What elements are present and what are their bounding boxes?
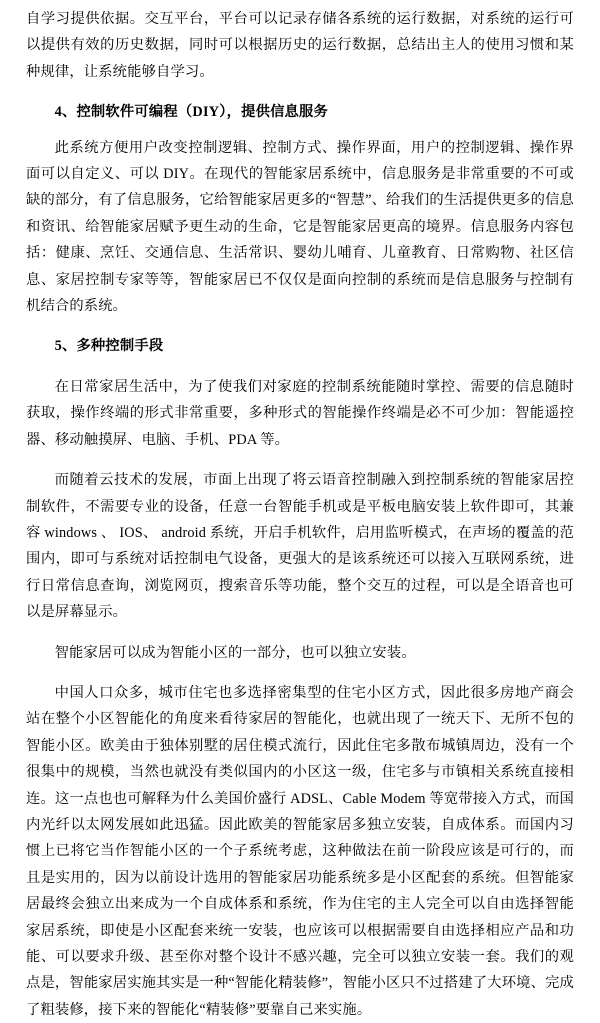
section-heading-5: 5、多种控制手段	[54, 338, 164, 355]
paragraph-cloud-voice-control: 而随着云技术的发展，市面上出现了将云语音控制融入到控制系统的智能家居控制软件，不需要专业的设备，任意一台智能手机或是平板电脑安装上软件即可，其兼容 windows 、 IOS、 android 系统，开启手机软件，启用监听模式，在声场的覆盖的范围内，即可与系统对话控制电气设备，更强大的是该系统还可以接入互联网系统，进行日常信息查询，浏览网页，搜索音乐等功能，整个交互的过程，可以是全语音也可以是屏幕显示。	[26, 472, 574, 621]
paragraph-diy-info-service: 此系统方便用户改变控制逻辑、控制方式、操作界面，用户的控制逻辑、操作界面可以自定义、可以 DIY。在现代的智能家居系统中，信息服务是非常重要的不可或缺的部分，有了信息服务，它给智能家居更多的“智慧”、给我们的生活提供更多的信息和资讯、给智能家居赋予更生动的生命，它是智能家居更高的境界。信息服务内容包括：健康、烹饪、交通信息、生活常识、婴幼儿哺育、儿童教育、日常购物、社区信息、家居控制专家等等，智能家居已不仅仅是面向控制的系统而是信息服务与控制有机结合的系统。	[26, 139, 574, 315]
paragraph-china-housing-analysis: 中国人口众多，城市住宅也多选择密集型的住宅小区方式，因此很多房地产商会站在整个小区智能化的角度来看待家居的智能化，也就出现了一统天下、无所不包的智能小区。欧美由于独体别墅的居住模式流行，因此住宅多散布城镇周边，没有一个很集中的规模，当然也就没有类似国内的小区这一级，住宅多与市镇相关系统直接相连。这一点也也可解释为什么美国价盛行 ADSL、Cable Modem 等宽带接入方式，而国内光纤以太网发展如此迅猛。因此欧美的智能家居多独立安装，自成体系。而国内习惯上已将它当作智能小区的一个子系统考虑，这种做法在前一阶段应该是可行的，而且是实用的，因为以前设计选用的智能家居功能系统多是小区配套的系统。但智能家居最终会独立出来成为一个自成体系和系统，作为住宅的主人完全可以自由选择智能家居系统，即使是小区配套来统一安装，也应该可以根据需要自由选择相应产品和功能、可以要求升级、甚至你对整个设计不感兴趣，完全可以独立安装一套。我们的观点是，智能家居实施其实是一种“智能化精装修”，智能小区只不过搭建了大环境、完成了粗装修，接下来的智能化“精装修”要靠自己来实施。	[26, 684, 574, 1018]
paragraph-control-terminals: 在日常家居生活中，为了使我们对家庭的控制系统能随时掌控、需要的信息随时获取，操作终端的形式非常重要，多种形式的智能操作终端是必不可少加：智能遥控器、移动触摸屏、电脑、手机、PDA 等。	[26, 378, 574, 448]
section-heading-4: 4、控制软件可编程（DIY），提供信息服务	[54, 104, 329, 121]
paragraph-continuation: 自学习提供依据。交互平台，平台可以记录存储各系统的运行数据，对系统的运行可以提供有效的历史数据，同时可以根据历史的运行数据，总结出主人的使用习惯和某种规律，让系统能够自学习。	[26, 11, 574, 80]
paragraph-community-or-standalone: 智能家居可以成为智能小区的一部分，也可以独立安装。	[54, 644, 416, 661]
